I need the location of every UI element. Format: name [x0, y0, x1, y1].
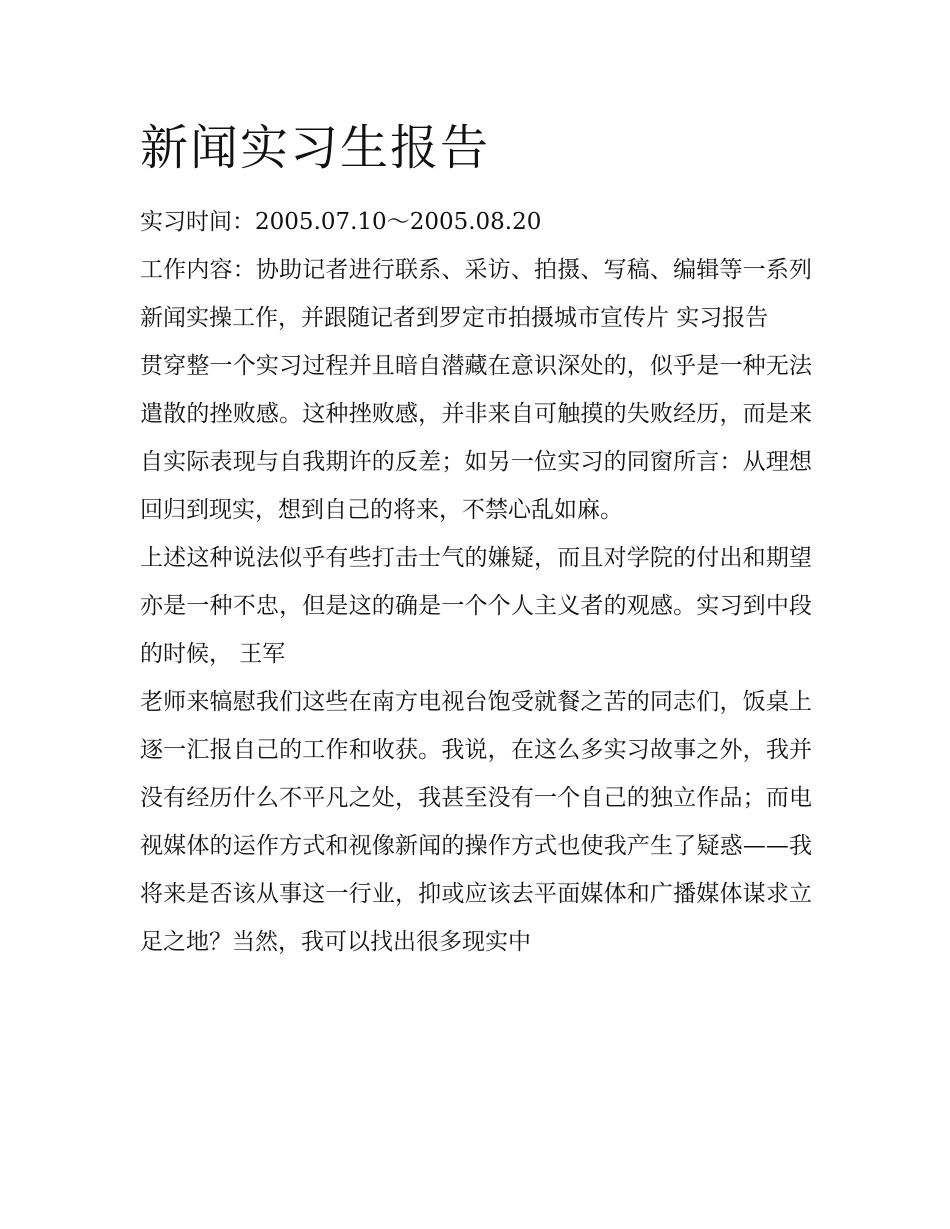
internship-period: 实习时间：2005.07.10～2005.08.20 [140, 209, 542, 235]
document-page [140, 112, 812, 966]
paragraph: 老师来犒慰我们这些在南方电视台饱受就餐之苦的同志们，饭桌上逐一汇报自己的工作和收获。我说，在这么多实习故事之外，我并没有经历什么不平凡之处，我甚至没有一个自己的独立作品；而电视媒体的运作方式和视像新闻的操作方式也使我产生了疑惑——我将来是否该从事这一行业，抑或应该去平面媒体和广播媒体谋求立足之地？当然，我可以找出很多现实中 [140, 689, 812, 955]
document-title: 新闻实习生报告 [140, 120, 491, 176]
work-content: 工作内容：协助记者进行联系、采访、拍摄、写稿、编辑等一系列新闻实操工作，并跟随记者到罗定市拍摄城市宣传片 实习报告 [140, 257, 812, 331]
paragraph: 贯穿整一个实习过程并且暗自潜藏在意识深处的，似乎是一种无法遣散的挫败感。这种挫败感，并非来自可触摸的失败经历，而是来自实际表现与自我期许的反差；如另一位实习的同窗所言：从理想回归到现实，想到自己的将来，不禁心乱如麻。 [140, 353, 812, 523]
paragraph: 上述这种说法似乎有些打击士气的嫌疑，而且对学院的付出和期望亦是一种不忠，但是这的确是一个个人主义者的观感。实习到中段的时候， 王军 [140, 545, 812, 667]
